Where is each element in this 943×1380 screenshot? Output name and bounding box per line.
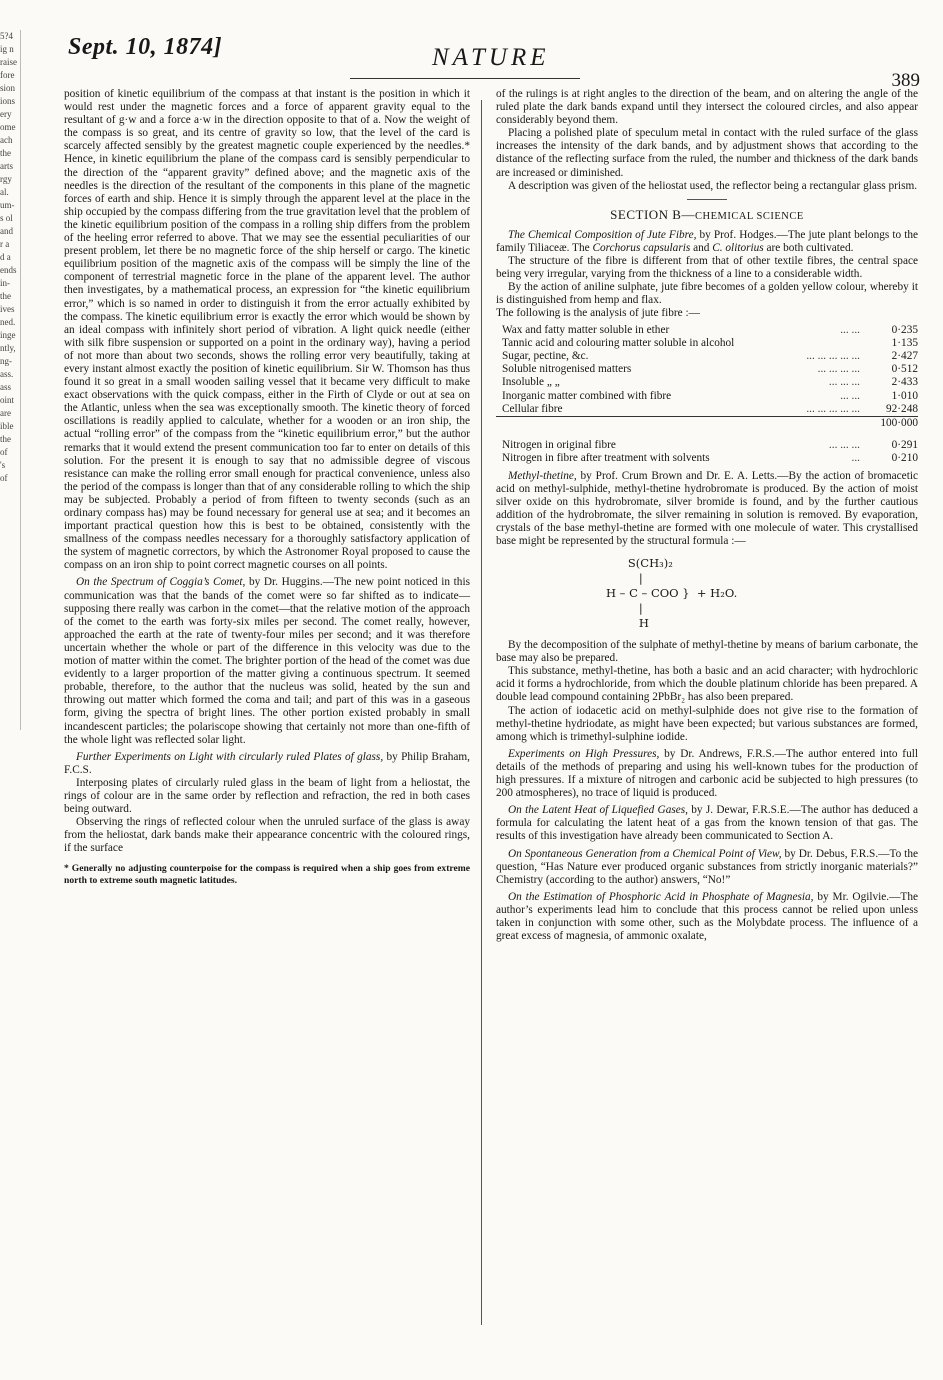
row-label: Inorganic matter combined with fibre bbox=[502, 389, 672, 402]
margin-fragment: ends bbox=[0, 265, 17, 275]
row-label: Nitrogen in fibre after treatment with solvents bbox=[502, 452, 710, 465]
margin-fragment: ome bbox=[0, 122, 16, 132]
margin-fragment: s ol bbox=[0, 213, 13, 223]
row-value: 2·427 bbox=[891, 349, 918, 362]
adjacent-page-margin bbox=[0, 30, 21, 730]
paragraph-methyl-character: This substance, methyl-thetine, has both a basic and an acid character; with hydrochloric acid it forms a hydrochloride, from which the double platinum chloride has been prepared. A double lead compound containing 2PbBr₂ has also been prepared. bbox=[496, 665, 918, 704]
structural-formula: S(CH₃)₂ | H – C – COO } + H₂O. | H bbox=[606, 556, 738, 631]
footnote: * Generally no adjusting counterpoise for the compass is required when a ship goes from extreme north to extreme south magnetic latitudes. bbox=[64, 863, 470, 886]
margin-fragment: arts bbox=[0, 161, 13, 171]
row-leader-dots: ... ... ... ... ... bbox=[806, 402, 860, 415]
row-value: 92·248 bbox=[885, 402, 918, 415]
margin-fragment: ng- bbox=[0, 356, 12, 366]
margin-fragment: of bbox=[0, 473, 8, 483]
margin-fragment: the bbox=[0, 291, 11, 301]
row-value: 0·291 bbox=[891, 439, 918, 452]
article-title-pressures: Experiments on High Pressures, bbox=[508, 747, 660, 760]
jute-analysis-table bbox=[496, 324, 918, 431]
analysis-row bbox=[496, 350, 918, 363]
page-header bbox=[60, 30, 920, 90]
paragraph-compass-equilibrium: position of kinetic equilibrium of the compass at that instant is the position in which it would rest under the magnetic forces and a force of apparent gravity equal to the resultant of g·w and a force a·w in the direction opposite to that of a. Now the weight of the compass is so great, and its centre of gravity so low, that the level of the card is scarcely affected sensibly by the greatest magnetic couple experienced by the needles.* Hence, in kinetic equilibrium the plane of the compass card is sensibly perpendicular to the direction of the “apparent gravity” defined above; and the magnetic axis of the needles is the direction of the resultant of the components in this plane of the magnetic forces of earth and ship. Hence it is simply through the apparent level at the place in the ship occupied by the compass differing from the true gravitation level that the problem of the kinetic equilibrium position of the compass in a rolling ship differs from the problem of the heeling error referred to above. That we may see the essential peculiarities of our present problem, let there be no magnetic force of the ship herself or cargo. The kinetic equilibrium position of the magnetic axis of the compass will be simply the line of the component of terrestrial magnetic force in the plane of the apparent level. The author then investigates, by a mathematical process, an expression for “the kinetic equilibrium error,” which is so named in order to distinguish it from the error actually exhibited by the compass. The kinetic equilibrium error is exactly the error which would be shown by an ideal compass with infinitely short period of vibration. A light quick needle (either with silk fibre suspension or supported on a point in the ordinary way), having a period of not more than about two seconds, shows the rolling error very beautifully, taking at every instant almost exactly the position of kinetic equilibrium. Sir W. Thomson has thus found it so great in a small wooden sailing vessel that it became very difficult to make exact observations with the quick compass, either in the Firth of Clyde or out at sea on the Atlantic, unless when the sea was exceptionally smooth. The kinetic theory of forced oscillations is readily applied to calculate, whether for a wooden or an iron ship, the actual “rolling error” of the compass from the “kinetic equilibrium error,” but the author remarks that it would extend the present communication too far to enter on details of this solution. For the present it is enough to say that no admissible degree of viscous resistance can make the rolling error small enough for practical convenience, unless also the period of the compass is longer than that of any considerable rolling to which the ship may be subjected. Probably a period of from fifteen to twenty seconds (such as an ordinary compass has) may be found necessary for general use at sea; and it becomes an important practical question how this is best to be obtained, consistently with the smallness of the compass needles necessary for a thoroughly satisfactory application of the system of magnetic correctors, by which the Astronomer Royal proposed to cause the compass on an iron ship to point correct magnetic courses on all points. bbox=[64, 88, 470, 572]
margin-fragment: are bbox=[0, 408, 11, 418]
paragraph-coggia-comet bbox=[64, 576, 470, 746]
row-leader-dots: ... ... bbox=[840, 389, 860, 402]
margin-fragment: ass. bbox=[0, 369, 14, 379]
margin-fragment: in- bbox=[0, 278, 10, 288]
section-heading: SECTION B—CHEMICAL SCIENCE bbox=[610, 206, 804, 222]
margin-fragment: ass bbox=[0, 382, 11, 392]
paragraph-iodacetic: The action of iodacetic acid on methyl-sulphide does not give rise to the formation of methyl-thetine hydriodate, as might have been expected; but various substances are formed, among which is trimethyl-sulphine iodide. bbox=[496, 704, 918, 743]
margin-fragment: the bbox=[0, 434, 11, 444]
paragraph-heliostat: A description was given of the heliostat used, the reflector being a rectangular glass prism. bbox=[508, 179, 918, 192]
paragraph-reflected-rings: Observing the rings of reflected colour when the unruled surface of the glass is away from the heliostat, dark bands make their appearance concentric with the coloured rings, if the surface bbox=[64, 816, 470, 855]
analysis-row bbox=[496, 376, 918, 389]
page-number: 389 bbox=[891, 70, 920, 91]
margin-fragment: ions bbox=[0, 96, 16, 106]
row-label: Tannic acid and colouring matter soluble in alcohol bbox=[502, 336, 735, 349]
analysis-total-row bbox=[496, 416, 918, 430]
analysis-row bbox=[496, 324, 918, 337]
margin-fragment: 5?4 bbox=[0, 31, 13, 41]
paragraph-rulings: of the rulings is at right angles to the direction of the beam, and on altering the angle of the ruled plate the dark bands expand until they intersect the coloured circles, and also appear considerably beyond them. bbox=[496, 88, 918, 127]
row-value: 0·235 bbox=[891, 323, 918, 336]
margin-fragment: ach bbox=[0, 135, 13, 145]
paragraph-braham-title bbox=[64, 751, 470, 777]
margin-fragment: ntly, bbox=[0, 343, 16, 353]
paragraph-high-pressures: Experiments on High Pressures, by Dr. Andrews, F.R.S.—The author entered into full details of the methods of preparing and using his well-known tubes for the production of high pressures. If a mixture of nitrogen and carbonic acid be subjected to high pressures (to 200 atmospheres), no trace of liquid is produced. bbox=[496, 747, 918, 800]
row-leader-dots: ... ... ... bbox=[828, 376, 860, 389]
row-leader-dots: ... bbox=[851, 452, 860, 465]
margin-fragment: sion bbox=[0, 83, 16, 93]
row-leader-dots: ... ... ... bbox=[828, 439, 860, 452]
row-leader-dots bbox=[765, 337, 868, 350]
nitrogen-table bbox=[496, 439, 918, 465]
right-column bbox=[496, 88, 918, 943]
analysis-total: 100·000 bbox=[868, 416, 918, 430]
row-value: 2·433 bbox=[891, 376, 918, 389]
row-value: 0·512 bbox=[891, 363, 918, 376]
paragraph-methyl-thetine: Methyl-thetine, by Prof. Crum Brown and Dr. E. A. Letts.—By the action of bromacetic acid on methyl-sulphide, methyl-thetine hydrobromate is produced. By the action of moist silver oxide on this hydrobromate, silver bromide is found, and by the further cautious addition of the hydrobromate, the silver remaining in solution is removed. By evaporation, crystals of the base methyl-thetine are formed with one molecule of water. This crystallised base might be represented by the structural formula :— bbox=[496, 469, 918, 547]
margin-fragment: the bbox=[0, 148, 11, 158]
paragraph-latent-heat: On the Latent Heat of Liquefied Gases, by J. Dewar, F.R.S.E.—The author has deduced a formula for calculating the latent heat of a gas from the known tension of that gas. The results of this investigation have already been communicated to Section A. bbox=[496, 804, 918, 843]
analysis-row bbox=[496, 363, 918, 376]
margin-fragment: ives bbox=[0, 304, 15, 314]
article-title-jute: The Chemical Composition of Jute Fibre, bbox=[508, 228, 697, 241]
analysis-row bbox=[496, 403, 918, 417]
nitrogen-row bbox=[496, 439, 918, 452]
margin-fragment: fore bbox=[0, 70, 15, 80]
article-byline-braham: by Philip Braham, F.C.S. bbox=[64, 750, 470, 776]
margin-fragment: ery bbox=[0, 109, 12, 119]
paragraph-speculum: Placing a polished plate of speculum metal in contact with the ruled surface of the glass increases the intensity of the dark bands, and by adjustment shows that according to the distance of the reflecting surface from the ruled, the number and thickness of the dark bands are increased or diminished. bbox=[496, 127, 918, 179]
row-leader-dots: ... ... bbox=[840, 323, 860, 336]
paragraph-jute-intro: The Chemical Composition of Jute Fibre, by Prof. Hodges.—The jute plant belongs to the family Tiliaceæ. The Corchorus capsularis and C. olitorius are both cultivated. bbox=[496, 228, 918, 254]
margin-fragment: r a bbox=[0, 239, 10, 249]
margin-fragment: d a bbox=[0, 252, 11, 262]
paragraph-spontaneous-generation: On Spontaneous Generation from a Chemical Point of View, by Dr. Debus, F.R.S.—To the question, “Has Nature ever produced organic substances from strictly inorganic materials?” Chemistry (according to the author) answers, “No!” bbox=[496, 847, 918, 886]
row-value: 1·010 bbox=[891, 389, 918, 402]
row-leader-dots: ... ... ... ... ... bbox=[806, 349, 860, 362]
row-label: Sugar, pectine, &c. bbox=[502, 349, 589, 362]
margin-fragment: ible bbox=[0, 421, 14, 431]
article-title-phosphoric: On the Estimation of Phosphoric Acid in Phosphate of Magnesia, bbox=[508, 890, 814, 903]
article-title-latent-heat: On the Latent Heat of Liquefied Gases, bbox=[508, 804, 688, 817]
margin-fragment: al. bbox=[0, 187, 9, 197]
paragraph-jute-structure: The structure of the fibre is different from that of other textile fibres, the central space being very irregular, varying from the thickness of a line to a considerable width. bbox=[496, 255, 918, 281]
margin-fragment: 's bbox=[0, 460, 6, 470]
analysis-row bbox=[496, 390, 918, 403]
margin-fragment: of bbox=[0, 447, 8, 457]
paragraph-phosphoric-acid: On the Estimation of Phosphoric Acid in Phosphate of Magnesia, by Mr. Ogilvie.—The author’s experiments lead him to conclude that this process cannot be relied upon unless taken in conjunction with some other, such as the Molybdate process. The influence of a great excess of magnesia, of ammonic oxalate, bbox=[496, 890, 918, 943]
row-label: Soluble nitrogenised matters bbox=[502, 363, 632, 376]
issue-date: Sept. 10, 1874] bbox=[68, 34, 223, 60]
row-value: 1·135 bbox=[891, 336, 918, 349]
row-leader-dots: ... ... ... ... bbox=[817, 363, 860, 376]
margin-fragment: raise bbox=[0, 57, 17, 67]
margin-fragment: inge bbox=[0, 330, 16, 340]
paragraph-methyl-sulphate: By the decomposition of the sulphate of methyl-thetine by means of barium carbonate, the base may also be prepared. bbox=[496, 639, 918, 665]
margin-fragment: ig n bbox=[0, 44, 14, 54]
paragraph-ruled-plates: Interposing plates of circularly ruled glass in the beam of light from a heliostat, the rings of colour are in the same order by reflection and refraction, the red in both cases being outward. bbox=[64, 776, 470, 816]
row-label: Insoluble „ „ bbox=[502, 376, 560, 389]
margin-fragment: and bbox=[0, 226, 13, 236]
column-divider bbox=[481, 100, 482, 1325]
margin-fragment: ned. bbox=[0, 317, 16, 327]
article-body-coggia: by Dr. Huggins.—The new point noticed in this communication was that the bands of the comet were so far shifted as to indicate—supposing there really was carbon in the comet—that the relative motion of the approach of the comet to the earth was forty-six miles per second. The comet really, however, approached the earth at the rate of twenty-four miles per second; and it was therefore uncertain whether the whole or part of the difference in this velocity was due to the motion of matter within the comet. The brighter portion of the head of the comet was due evidently to a larger proportion of the matter giving a continuous spectrum. It seemed probable, therefore, to the author that the nucleus was solid, heated by the sun and throwing out matter which formed the coma and tail; and part of this was in a gaseous form, giving the spectra of bright lines. The other portion existed probably in small incandescent particles; the polariscope showing that certainly not more than one-fifth of the whole light was reflected solar light. bbox=[64, 576, 470, 746]
paragraph-jute-aniline: By the action of aniline sulphate, jute fibre becomes of a golden yellow colour, whereby it is distinguished from hemp and flax. bbox=[496, 281, 918, 307]
article-title-spontaneous: On Spontaneous Generation from a Chemical Point of View, bbox=[508, 847, 782, 860]
margin-fragment: rgy bbox=[0, 174, 12, 184]
row-label: Nitrogen in original fibre bbox=[502, 439, 616, 452]
analysis-row bbox=[496, 337, 918, 350]
journal-title: NATURE bbox=[432, 44, 550, 71]
article-title-coggia: On the Spectrum of Coggia’s Comet, bbox=[76, 576, 246, 589]
article-title-methyl: Methyl-thetine, bbox=[508, 469, 577, 482]
section-rule bbox=[687, 199, 727, 200]
row-value: 0·210 bbox=[891, 452, 918, 465]
left-column bbox=[64, 88, 470, 886]
nitrogen-row bbox=[496, 452, 918, 465]
article-title-braham: Further Experiments on Light with circularly ruled Plates of glass, bbox=[76, 750, 384, 763]
margin-fragment: oint bbox=[0, 395, 15, 405]
row-label: Wax and fatty matter soluble in ether bbox=[502, 323, 670, 336]
paragraph-jute-analysis-intro: The following is the analysis of jute fibre :— bbox=[496, 307, 700, 320]
row-label: Cellular fibre bbox=[502, 402, 563, 415]
header-rule bbox=[350, 78, 580, 79]
margin-fragment: um- bbox=[0, 200, 15, 210]
